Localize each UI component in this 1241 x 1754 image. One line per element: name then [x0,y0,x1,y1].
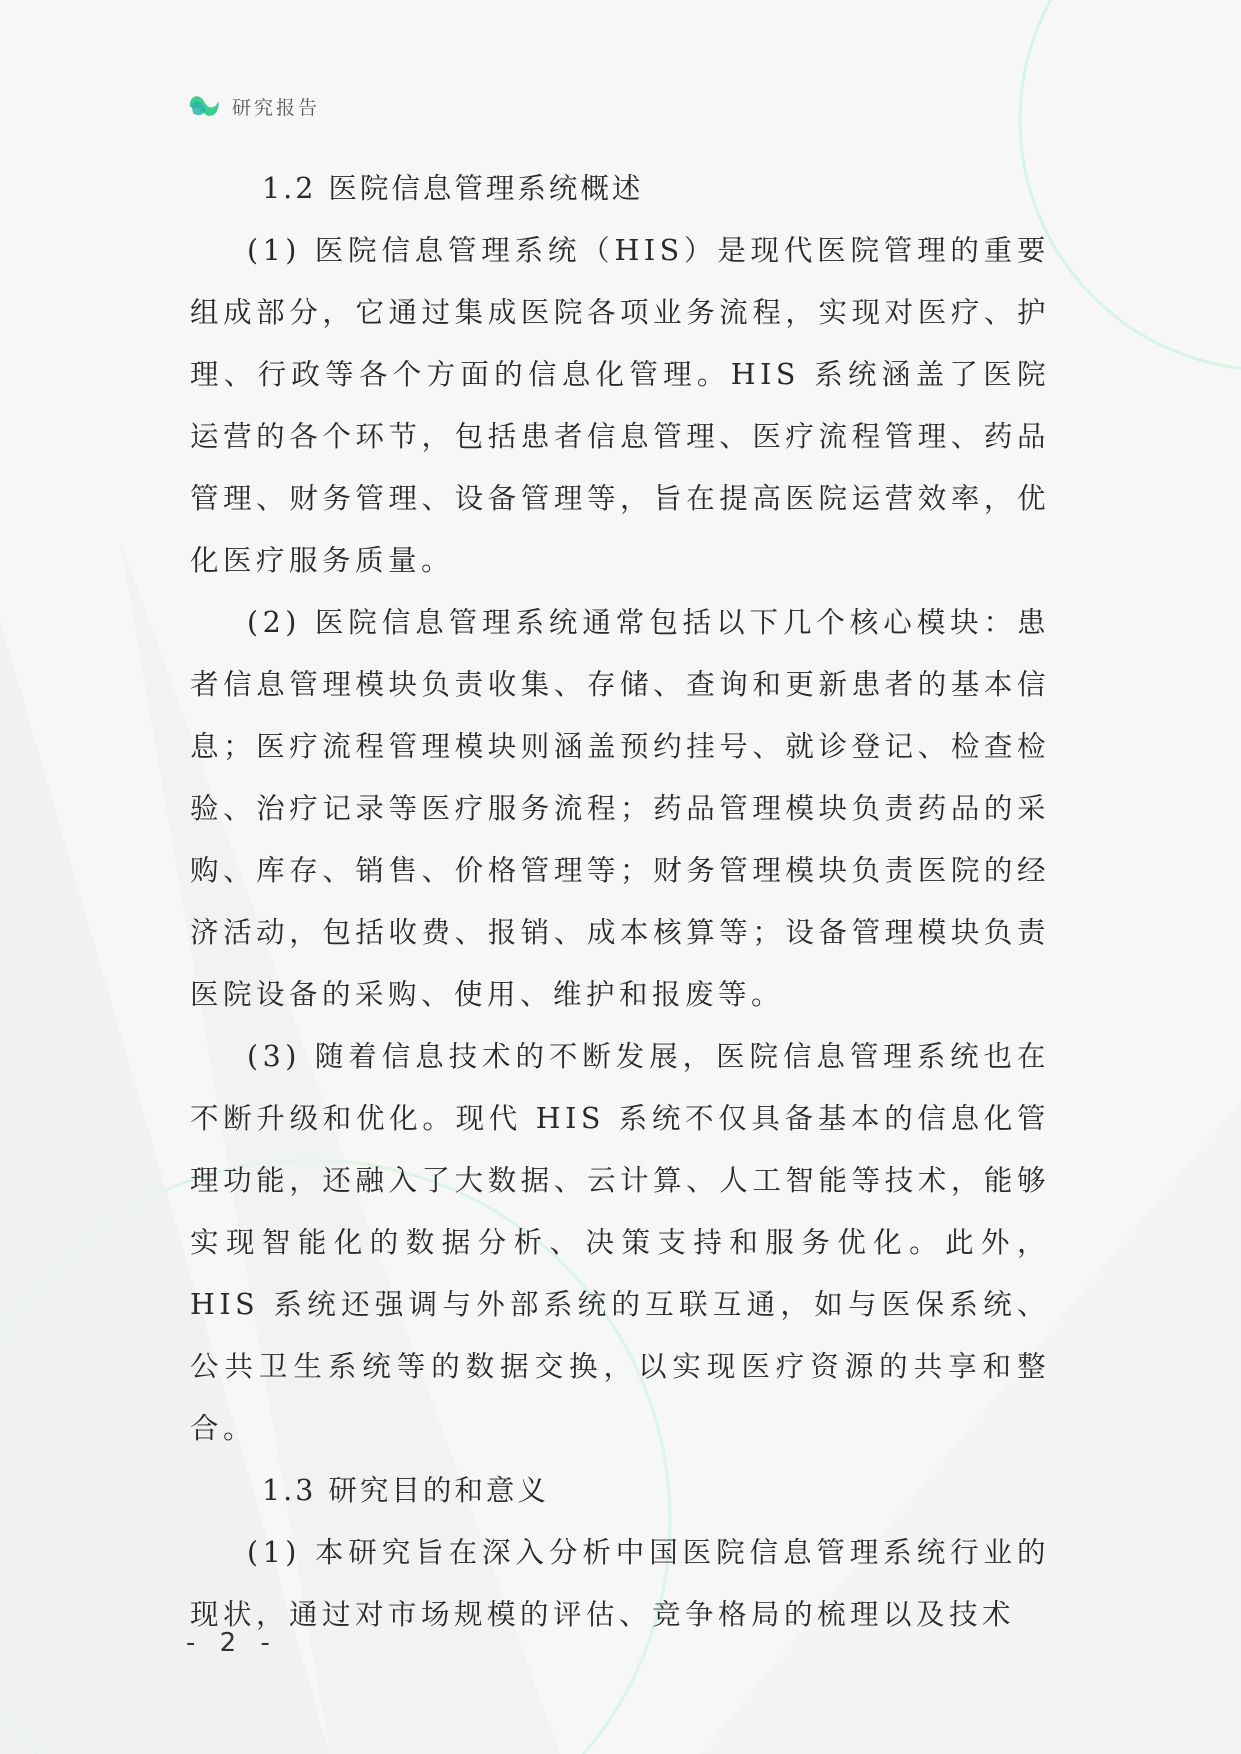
paragraph: (3) 随着信息技术的不断发展，医院信息管理系统也在不断升级和优化。现代 HIS 系统不仅具备基本的信息化管理功能，还融入了大数据、云计算、人工智能等技术，能够实现智能化的数据分析、决策支持和服务优化。此外，HIS 系统还强调与外部系统的互联互通，如与医保系统、公共卫生系统等的数据交换，以实现医疗资源的共享和整合。 [190,1040,1050,1445]
document-body [190,158,1050,1646]
brand-logo-icon [186,88,222,124]
section-heading: 1.3 研究目的和意义 [262,1474,549,1507]
report-header [186,88,320,124]
paragraph: (2) 医院信息管理系统通常包括以下几个核心模块：患者信息管理模块负责收集、存储、查询和更新患者的基本信息；医疗流程管理模块则涵盖预约挂号、就诊登记、检查检验、治疗记录等医疗服务流程；药品管理模块负责药品的采购、库存、销售、价格管理等；财务管理模块负责医院的经济活动，包括收费、报销、成本核算等；设备管理模块负责医院设备的采购、使用、维护和报废等。 [190,606,1050,1011]
section-heading: 1.2 医院信息管理系统概述 [262,172,644,205]
header-title: 研究报告 [232,96,321,119]
paragraph: (1) 医院信息管理系统（HIS）是现代医院管理的重要组成部分，它通过集成医院各项业务流程，实现对医疗、护理、行政等各个方面的信息化管理。HIS 系统涵盖了医院运营的各个环节，包括患者信息管理、医疗流程管理、药品管理、财务管理、设备管理等，旨在提高医院运营效率，优化医疗服务质量。 [190,234,1050,577]
page-number: - 2 - [186,1628,278,1658]
paragraph: (1) 本研究旨在深入分析中国医院信息管理系统行业的现状，通过对市场规模的评估、竞争格局的梳理以及技术 [190,1536,1050,1631]
